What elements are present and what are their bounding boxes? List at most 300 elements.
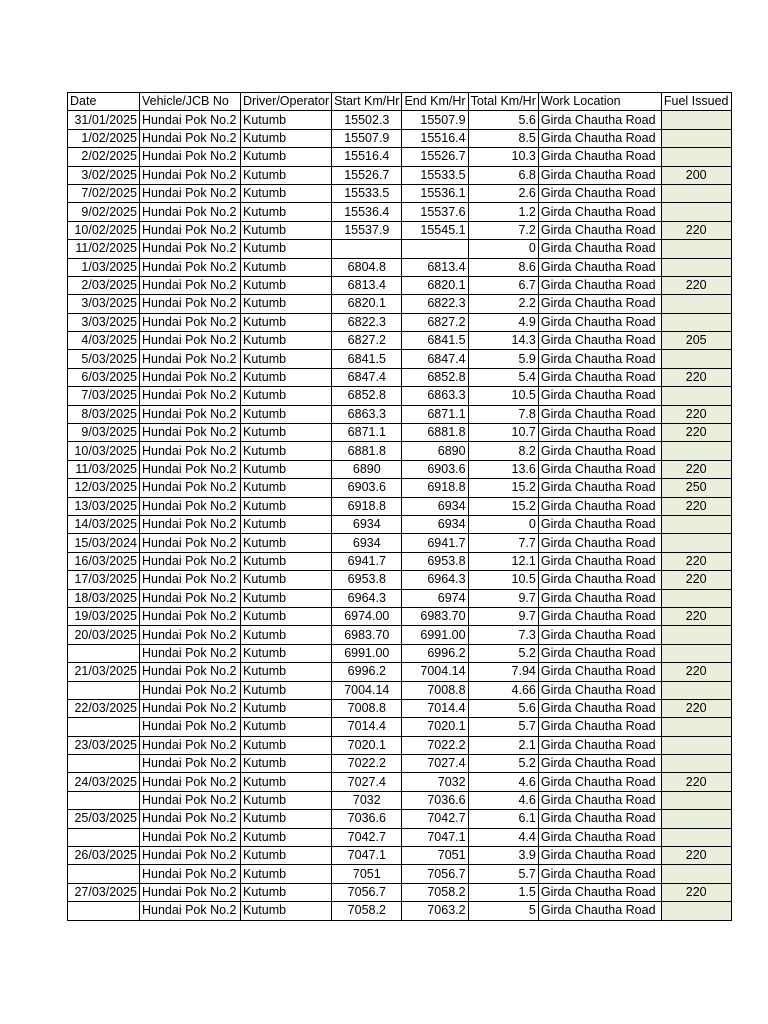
cell-location[interactable]: Girda Chautha Road [538, 497, 661, 515]
cell-end[interactable]: 15526.7 [402, 148, 468, 166]
cell-fuel[interactable]: 220 [661, 405, 731, 423]
cell-start[interactable]: 7042.7 [332, 828, 402, 846]
cell-date[interactable]: 18/03/2025 [68, 589, 140, 607]
cell-date[interactable]: 24/03/2025 [68, 773, 140, 791]
cell-fuel[interactable] [661, 681, 731, 699]
cell-end[interactable]: 15533.5 [402, 166, 468, 184]
cell-start[interactable]: 6934 [332, 515, 402, 533]
cell-end[interactable]: 7032 [402, 773, 468, 791]
cell-end[interactable]: 6903.6 [402, 460, 468, 478]
cell-fuel[interactable]: 220 [661, 460, 731, 478]
cell-end[interactable]: 15507.9 [402, 111, 468, 129]
cell-end[interactable]: 6974 [402, 589, 468, 607]
cell-start[interactable]: 6918.8 [332, 497, 402, 515]
cell-total[interactable]: 6.7 [468, 276, 538, 294]
cell-end[interactable]: 7027.4 [402, 755, 468, 773]
cell-date[interactable]: 2/03/2025 [68, 276, 140, 294]
cell-start[interactable]: 6813.4 [332, 276, 402, 294]
cell-vehicle[interactable]: Hundai Pok No.2 [140, 699, 241, 717]
cell-fuel[interactable] [661, 295, 731, 313]
cell-fuel[interactable] [661, 865, 731, 883]
cell-fuel[interactable] [661, 515, 731, 533]
header-start[interactable]: Start Km/Hr [332, 93, 402, 111]
header-driver[interactable]: Driver/Operator [241, 93, 332, 111]
cell-vehicle[interactable]: Hundai Pok No.2 [140, 865, 241, 883]
cell-total[interactable]: 1.2 [468, 203, 538, 221]
cell-driver[interactable]: Kutumb [241, 736, 332, 754]
cell-end[interactable]: 7020.1 [402, 718, 468, 736]
cell-vehicle[interactable]: Hundai Pok No.2 [140, 515, 241, 533]
cell-vehicle[interactable]: Hundai Pok No.2 [140, 148, 241, 166]
cell-total[interactable]: 4.6 [468, 773, 538, 791]
cell-date[interactable]: 10/03/2025 [68, 442, 140, 460]
cell-date[interactable]: 17/03/2025 [68, 571, 140, 589]
cell-start[interactable]: 15502.3 [332, 111, 402, 129]
cell-total[interactable]: 5.6 [468, 111, 538, 129]
cell-vehicle[interactable]: Hundai Pok No.2 [140, 479, 241, 497]
cell-vehicle[interactable]: Hundai Pok No.2 [140, 405, 241, 423]
cell-driver[interactable]: Kutumb [241, 387, 332, 405]
cell-start[interactable]: 6847.4 [332, 368, 402, 386]
cell-start[interactable]: 6827.2 [332, 332, 402, 350]
cell-date[interactable]: 3/03/2025 [68, 313, 140, 331]
cell-total[interactable]: 5.7 [468, 718, 538, 736]
cell-end[interactable]: 6820.1 [402, 276, 468, 294]
cell-vehicle[interactable]: Hundai Pok No.2 [140, 240, 241, 258]
cell-end[interactable]: 7063.2 [402, 902, 468, 920]
cell-end[interactable]: 7058.2 [402, 883, 468, 901]
cell-total[interactable]: 5 [468, 902, 538, 920]
cell-total[interactable]: 7.7 [468, 534, 538, 552]
cell-location[interactable]: Girda Chautha Road [538, 129, 661, 147]
cell-total[interactable]: 8.5 [468, 129, 538, 147]
cell-vehicle[interactable]: Hundai Pok No.2 [140, 497, 241, 515]
cell-total[interactable]: 4.66 [468, 681, 538, 699]
cell-fuel[interactable] [661, 736, 731, 754]
cell-total[interactable]: 8.6 [468, 258, 538, 276]
cell-fuel[interactable] [661, 387, 731, 405]
cell-start[interactable]: 7022.2 [332, 755, 402, 773]
cell-driver[interactable]: Kutumb [241, 460, 332, 478]
cell-date[interactable]: 26/03/2025 [68, 847, 140, 865]
cell-driver[interactable]: Kutumb [241, 718, 332, 736]
cell-start[interactable]: 7051 [332, 865, 402, 883]
cell-fuel[interactable]: 205 [661, 332, 731, 350]
cell-fuel[interactable] [661, 111, 731, 129]
cell-vehicle[interactable]: Hundai Pok No.2 [140, 791, 241, 809]
cell-vehicle[interactable]: Hundai Pok No.2 [140, 626, 241, 644]
cell-end[interactable]: 6918.8 [402, 479, 468, 497]
cell-start[interactable]: 7008.8 [332, 699, 402, 717]
cell-vehicle[interactable]: Hundai Pok No.2 [140, 350, 241, 368]
cell-fuel[interactable] [661, 791, 731, 809]
cell-total[interactable]: 2.1 [468, 736, 538, 754]
cell-location[interactable]: Girda Chautha Road [538, 111, 661, 129]
cell-date[interactable]: 13/03/2025 [68, 497, 140, 515]
cell-location[interactable]: Girda Chautha Road [538, 791, 661, 809]
cell-end[interactable]: 6847.4 [402, 350, 468, 368]
cell-end[interactable]: 6953.8 [402, 552, 468, 570]
cell-vehicle[interactable]: Hundai Pok No.2 [140, 424, 241, 442]
cell-driver[interactable]: Kutumb [241, 129, 332, 147]
cell-total[interactable]: 5.4 [468, 368, 538, 386]
cell-end[interactable]: 6871.1 [402, 405, 468, 423]
cell-driver[interactable]: Kutumb [241, 166, 332, 184]
cell-date[interactable]: 11/02/2025 [68, 240, 140, 258]
cell-date[interactable]: 27/03/2025 [68, 883, 140, 901]
cell-start[interactable]: 15516.4 [332, 148, 402, 166]
cell-vehicle[interactable]: Hundai Pok No.2 [140, 755, 241, 773]
cell-date[interactable]: 19/03/2025 [68, 607, 140, 625]
cell-end[interactable]: 7047.1 [402, 828, 468, 846]
cell-total[interactable]: 14.3 [468, 332, 538, 350]
cell-date[interactable]: 5/03/2025 [68, 350, 140, 368]
cell-location[interactable]: Girda Chautha Road [538, 755, 661, 773]
cell-start[interactable]: 6881.8 [332, 442, 402, 460]
cell-end[interactable]: 6827.2 [402, 313, 468, 331]
cell-total[interactable]: 15.2 [468, 497, 538, 515]
cell-fuel[interactable] [661, 258, 731, 276]
cell-end[interactable]: 6941.7 [402, 534, 468, 552]
cell-start[interactable]: 6863.3 [332, 405, 402, 423]
cell-fuel[interactable] [661, 755, 731, 773]
cell-vehicle[interactable]: Hundai Pok No.2 [140, 883, 241, 901]
cell-location[interactable]: Girda Chautha Road [538, 240, 661, 258]
cell-location[interactable]: Girda Chautha Road [538, 828, 661, 846]
cell-location[interactable]: Girda Chautha Road [538, 442, 661, 460]
cell-driver[interactable]: Kutumb [241, 442, 332, 460]
cell-start[interactable]: 7058.2 [332, 902, 402, 920]
cell-total[interactable]: 6.8 [468, 166, 538, 184]
cell-vehicle[interactable]: Hundai Pok No.2 [140, 681, 241, 699]
cell-start[interactable]: 6991.00 [332, 644, 402, 662]
cell-fuel[interactable]: 250 [661, 479, 731, 497]
cell-location[interactable]: Girda Chautha Road [538, 276, 661, 294]
cell-date[interactable] [68, 681, 140, 699]
cell-date[interactable]: 10/02/2025 [68, 221, 140, 239]
cell-start[interactable]: 6941.7 [332, 552, 402, 570]
cell-total[interactable]: 4.6 [468, 791, 538, 809]
cell-date[interactable]: 11/03/2025 [68, 460, 140, 478]
cell-start[interactable]: 6974.00 [332, 607, 402, 625]
cell-end[interactable]: 7004.14 [402, 663, 468, 681]
cell-total[interactable]: 0 [468, 515, 538, 533]
cell-date[interactable]: 12/03/2025 [68, 479, 140, 497]
cell-end[interactable]: 7008.8 [402, 681, 468, 699]
cell-start[interactable]: 6996.2 [332, 663, 402, 681]
cell-end[interactable]: 6996.2 [402, 644, 468, 662]
cell-start[interactable]: 15537.9 [332, 221, 402, 239]
cell-fuel[interactable]: 200 [661, 166, 731, 184]
cell-date[interactable]: 2/02/2025 [68, 148, 140, 166]
cell-fuel[interactable] [661, 718, 731, 736]
cell-vehicle[interactable]: Hundai Pok No.2 [140, 332, 241, 350]
cell-fuel[interactable] [661, 184, 731, 202]
cell-start[interactable]: 7014.4 [332, 718, 402, 736]
cell-date[interactable]: 25/03/2025 [68, 810, 140, 828]
cell-end[interactable]: 6881.8 [402, 424, 468, 442]
cell-date[interactable] [68, 644, 140, 662]
cell-vehicle[interactable]: Hundai Pok No.2 [140, 313, 241, 331]
cell-driver[interactable]: Kutumb [241, 497, 332, 515]
cell-fuel[interactable]: 220 [661, 699, 731, 717]
cell-date[interactable]: 9/03/2025 [68, 424, 140, 442]
cell-date[interactable]: 16/03/2025 [68, 552, 140, 570]
cell-vehicle[interactable]: Hundai Pok No.2 [140, 644, 241, 662]
cell-date[interactable]: 1/02/2025 [68, 129, 140, 147]
cell-location[interactable]: Girda Chautha Road [538, 552, 661, 570]
header-fuel[interactable]: Fuel Issued [661, 93, 731, 111]
cell-vehicle[interactable]: Hundai Pok No.2 [140, 902, 241, 920]
cell-date[interactable]: 14/03/2025 [68, 515, 140, 533]
cell-location[interactable]: Girda Chautha Road [538, 203, 661, 221]
cell-fuel[interactable] [661, 129, 731, 147]
cell-location[interactable]: Girda Chautha Road [538, 847, 661, 865]
cell-location[interactable]: Girda Chautha Road [538, 810, 661, 828]
cell-start[interactable]: 15533.5 [332, 184, 402, 202]
cell-location[interactable]: Girda Chautha Road [538, 258, 661, 276]
cell-end[interactable]: 7042.7 [402, 810, 468, 828]
cell-date[interactable]: 9/02/2025 [68, 203, 140, 221]
cell-driver[interactable]: Kutumb [241, 534, 332, 552]
cell-date[interactable] [68, 865, 140, 883]
cell-driver[interactable]: Kutumb [241, 607, 332, 625]
cell-start[interactable]: 6841.5 [332, 350, 402, 368]
cell-vehicle[interactable]: Hundai Pok No.2 [140, 534, 241, 552]
cell-total[interactable]: 0 [468, 240, 538, 258]
cell-total[interactable]: 1.5 [468, 883, 538, 901]
cell-location[interactable]: Girda Chautha Road [538, 699, 661, 717]
cell-vehicle[interactable]: Hundai Pok No.2 [140, 387, 241, 405]
cell-driver[interactable]: Kutumb [241, 405, 332, 423]
cell-driver[interactable]: Kutumb [241, 258, 332, 276]
cell-vehicle[interactable]: Hundai Pok No.2 [140, 295, 241, 313]
cell-total[interactable]: 3.9 [468, 847, 538, 865]
cell-end[interactable]: 6983.70 [402, 607, 468, 625]
cell-vehicle[interactable]: Hundai Pok No.2 [140, 589, 241, 607]
cell-start[interactable]: 7036.6 [332, 810, 402, 828]
cell-start[interactable]: 6903.6 [332, 479, 402, 497]
cell-driver[interactable]: Kutumb [241, 221, 332, 239]
cell-total[interactable]: 12.1 [468, 552, 538, 570]
cell-total[interactable]: 5.9 [468, 350, 538, 368]
cell-fuel[interactable] [661, 828, 731, 846]
cell-driver[interactable]: Kutumb [241, 847, 332, 865]
cell-end[interactable]: 15545.1 [402, 221, 468, 239]
cell-vehicle[interactable]: Hundai Pok No.2 [140, 736, 241, 754]
cell-vehicle[interactable]: Hundai Pok No.2 [140, 203, 241, 221]
cell-fuel[interactable]: 220 [661, 497, 731, 515]
cell-vehicle[interactable]: Hundai Pok No.2 [140, 221, 241, 239]
cell-driver[interactable]: Kutumb [241, 810, 332, 828]
cell-driver[interactable]: Kutumb [241, 755, 332, 773]
cell-location[interactable]: Girda Chautha Road [538, 387, 661, 405]
cell-location[interactable]: Girda Chautha Road [538, 589, 661, 607]
cell-total[interactable]: 7.94 [468, 663, 538, 681]
cell-start[interactable]: 7027.4 [332, 773, 402, 791]
cell-end[interactable]: 15537.6 [402, 203, 468, 221]
cell-vehicle[interactable]: Hundai Pok No.2 [140, 847, 241, 865]
cell-end[interactable]: 6934 [402, 497, 468, 515]
header-end[interactable]: End Km/Hr [402, 93, 468, 111]
cell-total[interactable]: 9.7 [468, 589, 538, 607]
cell-end[interactable]: 7036.6 [402, 791, 468, 809]
cell-location[interactable]: Girda Chautha Road [538, 313, 661, 331]
cell-location[interactable]: Girda Chautha Road [538, 515, 661, 533]
cell-driver[interactable]: Kutumb [241, 552, 332, 570]
cell-date[interactable] [68, 828, 140, 846]
cell-fuel[interactable] [661, 626, 731, 644]
cell-total[interactable]: 4.4 [468, 828, 538, 846]
cell-start[interactable]: 7004.14 [332, 681, 402, 699]
cell-total[interactable]: 2.6 [468, 184, 538, 202]
cell-start[interactable]: 7056.7 [332, 883, 402, 901]
cell-location[interactable]: Girda Chautha Road [538, 644, 661, 662]
cell-driver[interactable]: Kutumb [241, 644, 332, 662]
cell-total[interactable]: 15.2 [468, 479, 538, 497]
cell-fuel[interactable]: 220 [661, 221, 731, 239]
cell-driver[interactable]: Kutumb [241, 148, 332, 166]
cell-location[interactable]: Girda Chautha Road [538, 405, 661, 423]
cell-date[interactable]: 3/02/2025 [68, 166, 140, 184]
cell-driver[interactable]: Kutumb [241, 571, 332, 589]
cell-vehicle[interactable]: Hundai Pok No.2 [140, 129, 241, 147]
cell-end[interactable]: 6852.8 [402, 368, 468, 386]
cell-start[interactable]: 6964.3 [332, 589, 402, 607]
cell-fuel[interactable]: 220 [661, 773, 731, 791]
cell-location[interactable]: Girda Chautha Road [538, 736, 661, 754]
cell-driver[interactable]: Kutumb [241, 515, 332, 533]
cell-total[interactable]: 5.2 [468, 755, 538, 773]
cell-location[interactable]: Girda Chautha Road [538, 663, 661, 681]
cell-total[interactable]: 8.2 [468, 442, 538, 460]
cell-driver[interactable]: Kutumb [241, 589, 332, 607]
cell-fuel[interactable]: 220 [661, 883, 731, 901]
cell-total[interactable]: 7.8 [468, 405, 538, 423]
cell-fuel[interactable] [661, 589, 731, 607]
cell-driver[interactable]: Kutumb [241, 828, 332, 846]
cell-fuel[interactable]: 220 [661, 276, 731, 294]
cell-location[interactable]: Girda Chautha Road [538, 184, 661, 202]
cell-total[interactable]: 10.5 [468, 571, 538, 589]
cell-fuel[interactable]: 220 [661, 663, 731, 681]
cell-end[interactable]: 6863.3 [402, 387, 468, 405]
cell-total[interactable]: 6.1 [468, 810, 538, 828]
cell-location[interactable]: Girda Chautha Road [538, 534, 661, 552]
cell-vehicle[interactable]: Hundai Pok No.2 [140, 663, 241, 681]
cell-location[interactable]: Girda Chautha Road [538, 479, 661, 497]
cell-fuel[interactable] [661, 902, 731, 920]
cell-start[interactable]: 6890 [332, 460, 402, 478]
cell-driver[interactable]: Kutumb [241, 111, 332, 129]
cell-driver[interactable]: Kutumb [241, 773, 332, 791]
cell-fuel[interactable] [661, 203, 731, 221]
cell-date[interactable] [68, 718, 140, 736]
cell-driver[interactable]: Kutumb [241, 424, 332, 442]
cell-driver[interactable]: Kutumb [241, 479, 332, 497]
cell-start[interactable]: 7020.1 [332, 736, 402, 754]
cell-fuel[interactable] [661, 240, 731, 258]
cell-vehicle[interactable]: Hundai Pok No.2 [140, 166, 241, 184]
cell-driver[interactable]: Kutumb [241, 313, 332, 331]
cell-date[interactable]: 4/03/2025 [68, 332, 140, 350]
cell-fuel[interactable]: 220 [661, 607, 731, 625]
cell-vehicle[interactable]: Hundai Pok No.2 [140, 571, 241, 589]
cell-end[interactable] [402, 240, 468, 258]
cell-total[interactable]: 10.3 [468, 148, 538, 166]
cell-driver[interactable]: Kutumb [241, 350, 332, 368]
cell-location[interactable]: Girda Chautha Road [538, 626, 661, 644]
cell-vehicle[interactable]: Hundai Pok No.2 [140, 368, 241, 386]
cell-date[interactable]: 6/03/2025 [68, 368, 140, 386]
cell-vehicle[interactable]: Hundai Pok No.2 [140, 607, 241, 625]
cell-fuel[interactable]: 220 [661, 424, 731, 442]
cell-driver[interactable]: Kutumb [241, 203, 332, 221]
cell-end[interactable]: 6822.3 [402, 295, 468, 313]
cell-driver[interactable]: Kutumb [241, 791, 332, 809]
cell-vehicle[interactable]: Hundai Pok No.2 [140, 810, 241, 828]
cell-end[interactable]: 15536.1 [402, 184, 468, 202]
cell-total[interactable]: 9.7 [468, 607, 538, 625]
cell-date[interactable]: 21/03/2025 [68, 663, 140, 681]
cell-total[interactable]: 10.7 [468, 424, 538, 442]
cell-start[interactable]: 6953.8 [332, 571, 402, 589]
cell-location[interactable]: Girda Chautha Road [538, 221, 661, 239]
cell-fuel[interactable]: 220 [661, 847, 731, 865]
cell-driver[interactable]: Kutumb [241, 902, 332, 920]
cell-total[interactable]: 2.2 [468, 295, 538, 313]
cell-end[interactable]: 6813.4 [402, 258, 468, 276]
cell-date[interactable]: 31/01/2025 [68, 111, 140, 129]
cell-driver[interactable]: Kutumb [241, 240, 332, 258]
cell-location[interactable]: Girda Chautha Road [538, 350, 661, 368]
cell-start[interactable]: 6934 [332, 534, 402, 552]
cell-end[interactable]: 6934 [402, 515, 468, 533]
cell-start[interactable]: 7032 [332, 791, 402, 809]
cell-start[interactable]: 6804.8 [332, 258, 402, 276]
cell-end[interactable]: 15516.4 [402, 129, 468, 147]
cell-driver[interactable]: Kutumb [241, 626, 332, 644]
cell-driver[interactable]: Kutumb [241, 332, 332, 350]
cell-start[interactable]: 6822.3 [332, 313, 402, 331]
cell-date[interactable]: 20/03/2025 [68, 626, 140, 644]
cell-vehicle[interactable]: Hundai Pok No.2 [140, 276, 241, 294]
cell-start[interactable]: 15526.7 [332, 166, 402, 184]
cell-end[interactable]: 6841.5 [402, 332, 468, 350]
cell-date[interactable]: 22/03/2025 [68, 699, 140, 717]
cell-vehicle[interactable]: Hundai Pok No.2 [140, 828, 241, 846]
cell-end[interactable]: 6964.3 [402, 571, 468, 589]
cell-fuel[interactable]: 220 [661, 571, 731, 589]
header-vehicle[interactable]: Vehicle/JCB No [140, 93, 241, 111]
cell-start[interactable]: 15536.4 [332, 203, 402, 221]
cell-location[interactable]: Girda Chautha Road [538, 332, 661, 350]
header-date[interactable]: Date [68, 93, 140, 111]
cell-location[interactable]: Girda Chautha Road [538, 571, 661, 589]
cell-date[interactable] [68, 791, 140, 809]
cell-end[interactable]: 7022.2 [402, 736, 468, 754]
cell-driver[interactable]: Kutumb [241, 681, 332, 699]
cell-date[interactable]: 8/03/2025 [68, 405, 140, 423]
cell-start[interactable]: 6820.1 [332, 295, 402, 313]
cell-date[interactable]: 23/03/2025 [68, 736, 140, 754]
cell-vehicle[interactable]: Hundai Pok No.2 [140, 460, 241, 478]
cell-location[interactable]: Girda Chautha Road [538, 773, 661, 791]
cell-start[interactable]: 7047.1 [332, 847, 402, 865]
cell-fuel[interactable]: 220 [661, 552, 731, 570]
cell-location[interactable]: Girda Chautha Road [538, 681, 661, 699]
header-total[interactable]: Total Km/Hr [468, 93, 538, 111]
